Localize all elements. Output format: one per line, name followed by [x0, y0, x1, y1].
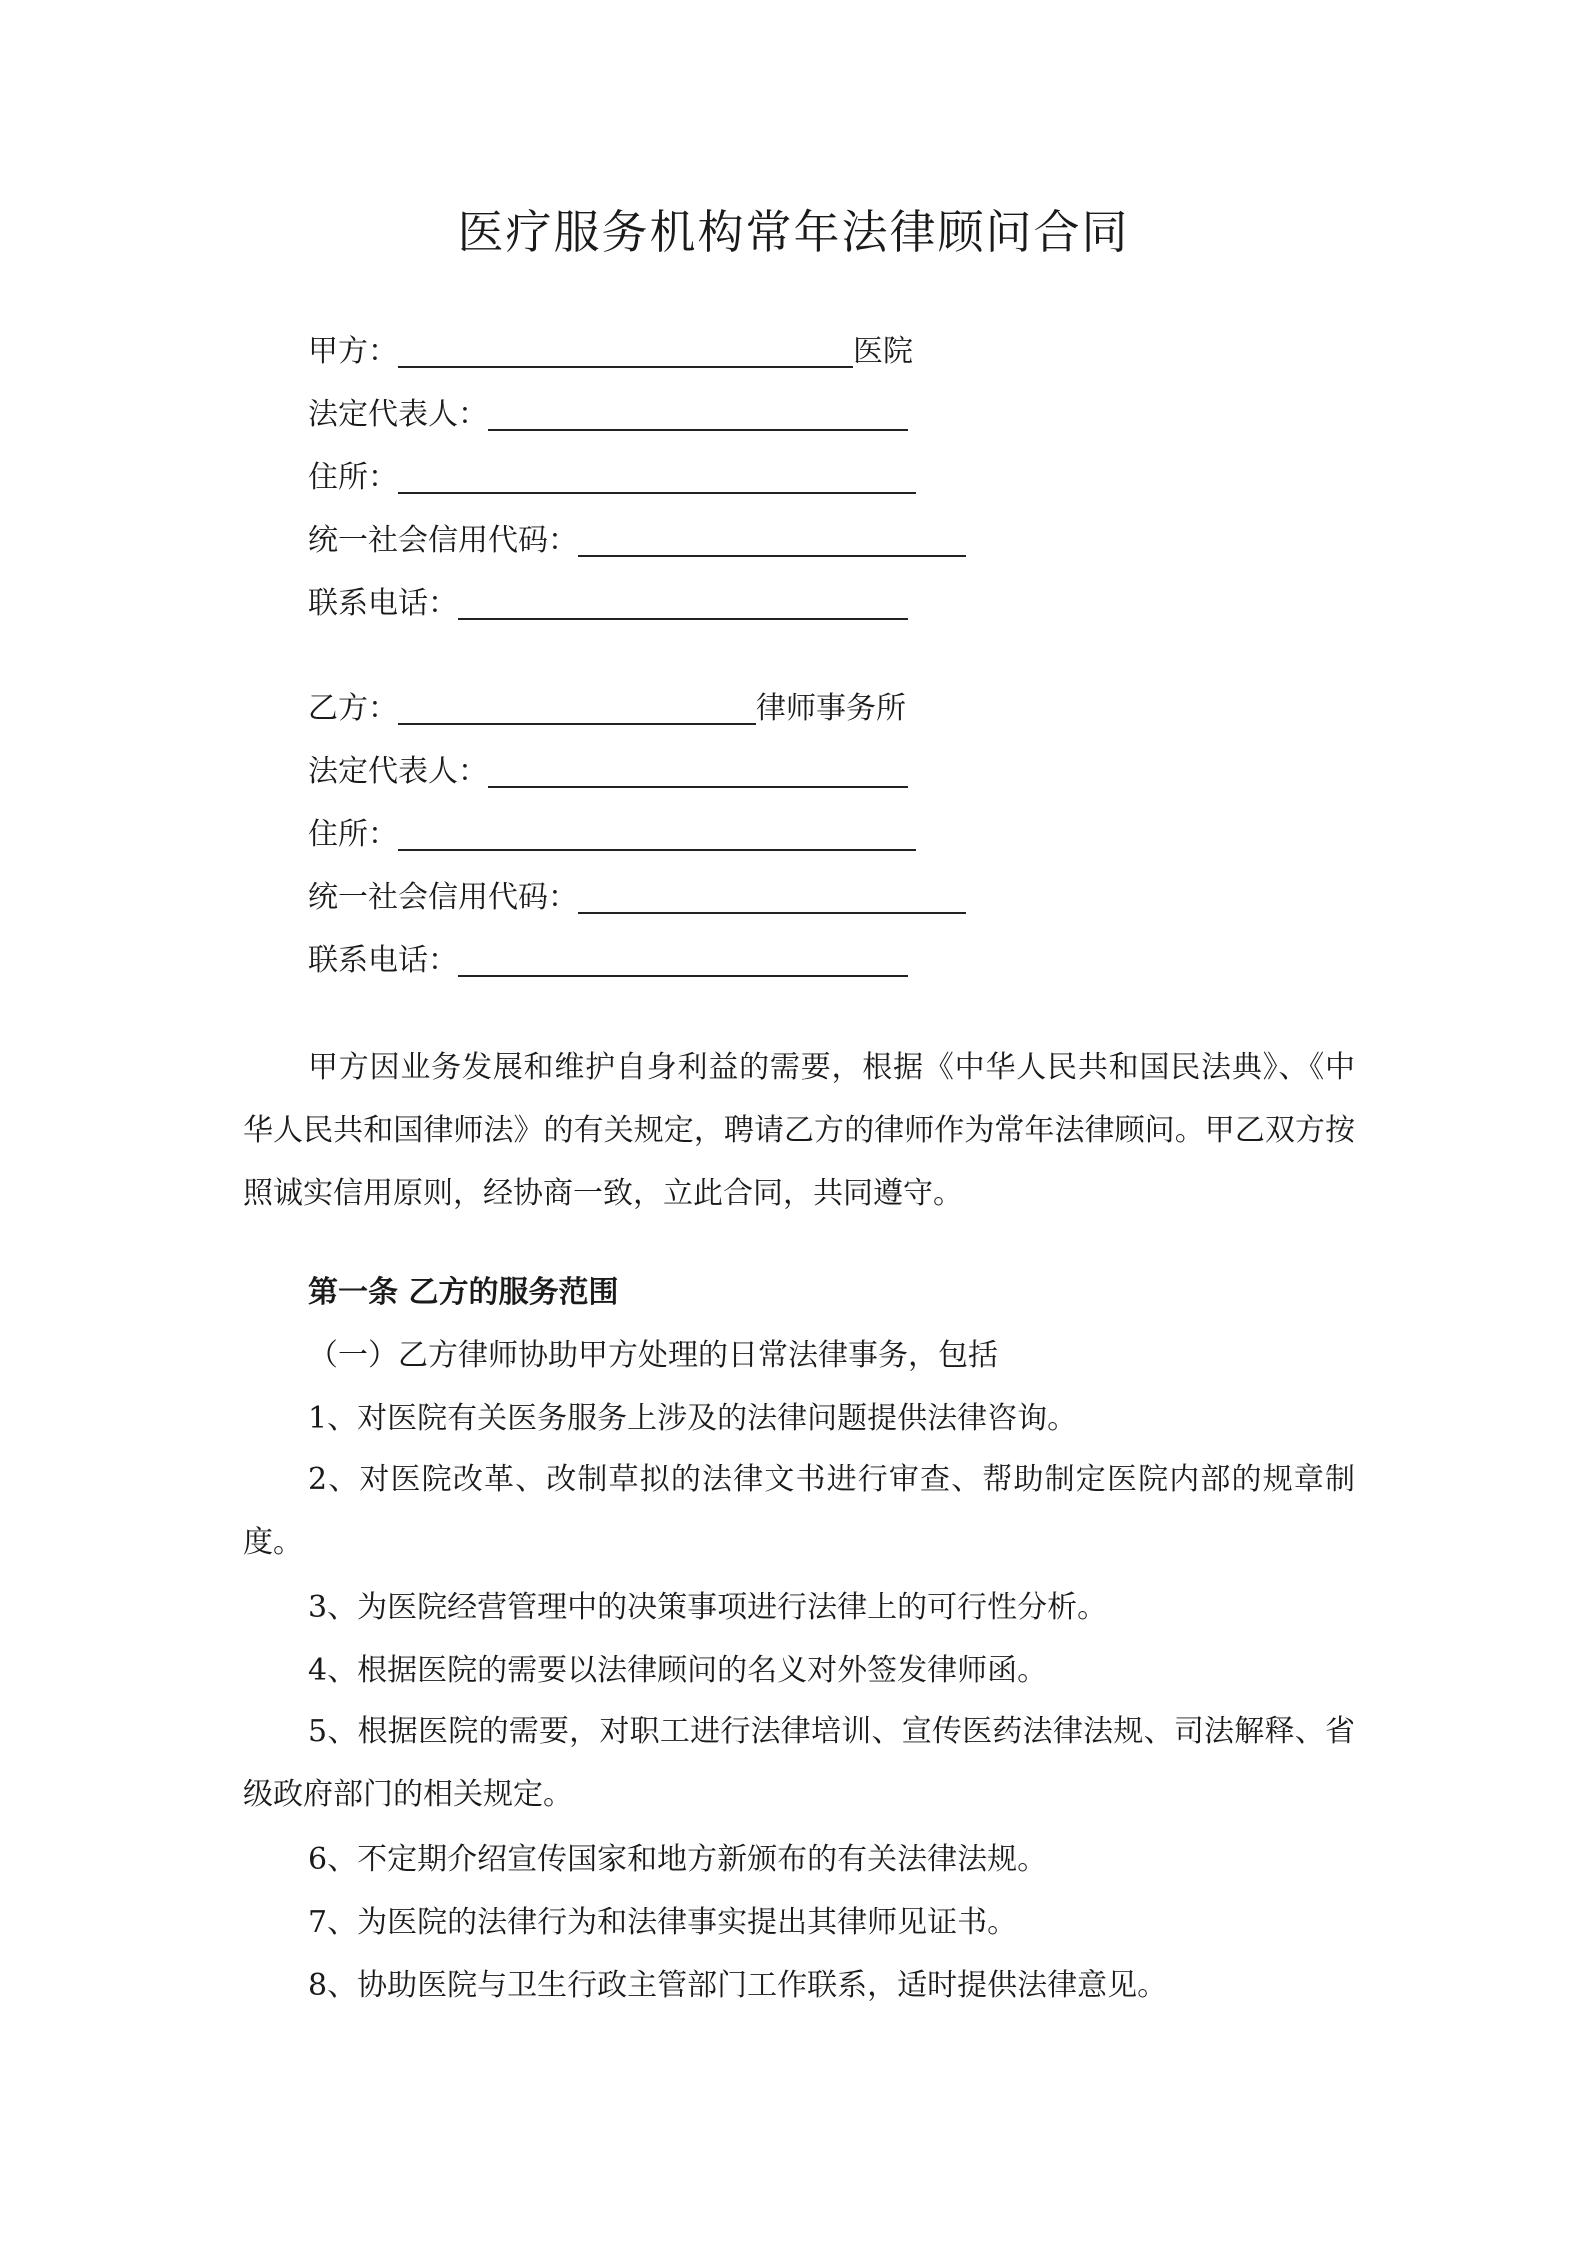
party-a-addr-label: 住所： — [308, 460, 398, 495]
article-1-heading: 第一条 乙方的服务范围 — [308, 1275, 619, 1310]
party-a-credit-field — [308, 521, 966, 561]
document-title: 医疗服务机构常年法律顾问合同 — [457, 205, 1130, 259]
party-a-label: 甲方： — [308, 334, 398, 369]
party-b-phone-field — [308, 941, 908, 981]
article-1-item: 5、根据医院的需要，对职工进行法律培训、宣传医药法律法规、司法解释、省级政府部门的相关规定。 — [243, 1714, 1355, 1812]
party-b-suffix: 律师事务所 — [756, 691, 906, 726]
party-b-phone-blank[interactable] — [458, 943, 908, 977]
party-b-credit-label: 统一社会信用代码： — [308, 880, 578, 915]
article-1-sub-1: （一）乙方律师协助甲方处理的日常法律事务，包括 — [308, 1338, 998, 1373]
article-1-item: 3、为医院经营管理中的决策事项进行法律上的可行性分析。 — [308, 1590, 1108, 1625]
party-a-credit-blank[interactable] — [578, 523, 966, 557]
article-1-item: 2、对医院改革、改制草拟的法律文书进行审查、帮助制定医院内部的规章制度。 — [243, 1462, 1355, 1560]
party-b-label: 乙方： — [308, 691, 398, 726]
party-b-addr-field — [308, 815, 916, 855]
party-b-addr-label: 住所： — [308, 817, 398, 852]
party-b-addr-blank[interactable] — [398, 817, 916, 851]
party-b-credit-blank[interactable] — [578, 880, 966, 914]
party-a-phone-blank[interactable] — [458, 586, 908, 620]
party-a-suffix: 医院 — [853, 334, 913, 369]
party-b-rep-label: 法定代表人： — [308, 754, 488, 789]
party-a-rep-label: 法定代表人： — [308, 397, 488, 432]
article-1-item: 6、不定期介绍宣传国家和地方新颁布的有关法律法规。 — [308, 1842, 1048, 1877]
party-b-name-field — [308, 689, 906, 729]
party-a-phone-label: 联系电话： — [308, 586, 458, 621]
party-a-name-field — [308, 332, 913, 372]
party-a-rep-blank[interactable] — [488, 397, 908, 431]
party-b-name-blank[interactable] — [398, 691, 756, 725]
party-a-phone-field — [308, 584, 908, 624]
article-1-item: 8、协助医院与卫生行政主管部门工作联系，适时提供法律意见。 — [308, 1968, 1168, 2003]
party-b-phone-label: 联系电话： — [308, 943, 458, 978]
article-1-item: 4、根据医院的需要以法律顾问的名义对外签发律师函。 — [308, 1653, 1048, 1688]
article-1-item: 1、对医院有关医务服务上涉及的法律问题提供法律咨询。 — [308, 1401, 1078, 1436]
party-b-credit-field — [308, 878, 966, 918]
party-a-rep-field — [308, 395, 908, 435]
party-a-name-blank[interactable] — [398, 334, 853, 368]
party-a-addr-field — [308, 458, 916, 498]
intro-paragraph: 甲方因业务发展和维护自身利益的需要，根据《中华人民共和国民法典》、《中华人民共和国律师法》的有关规定，聘请乙方的律师作为常年法律顾问。甲乙双方按照诚实信用原则，经协商一致，立此合同，共同遵守。 — [243, 1050, 1355, 1211]
party-b-rep-field — [308, 752, 908, 792]
party-a-credit-label: 统一社会信用代码： — [308, 523, 578, 558]
party-a-addr-blank[interactable] — [398, 460, 916, 494]
article-1-item: 7、为医院的法律行为和法律事实提出其律师见证书。 — [308, 1905, 1018, 1940]
party-b-rep-blank[interactable] — [488, 754, 908, 788]
